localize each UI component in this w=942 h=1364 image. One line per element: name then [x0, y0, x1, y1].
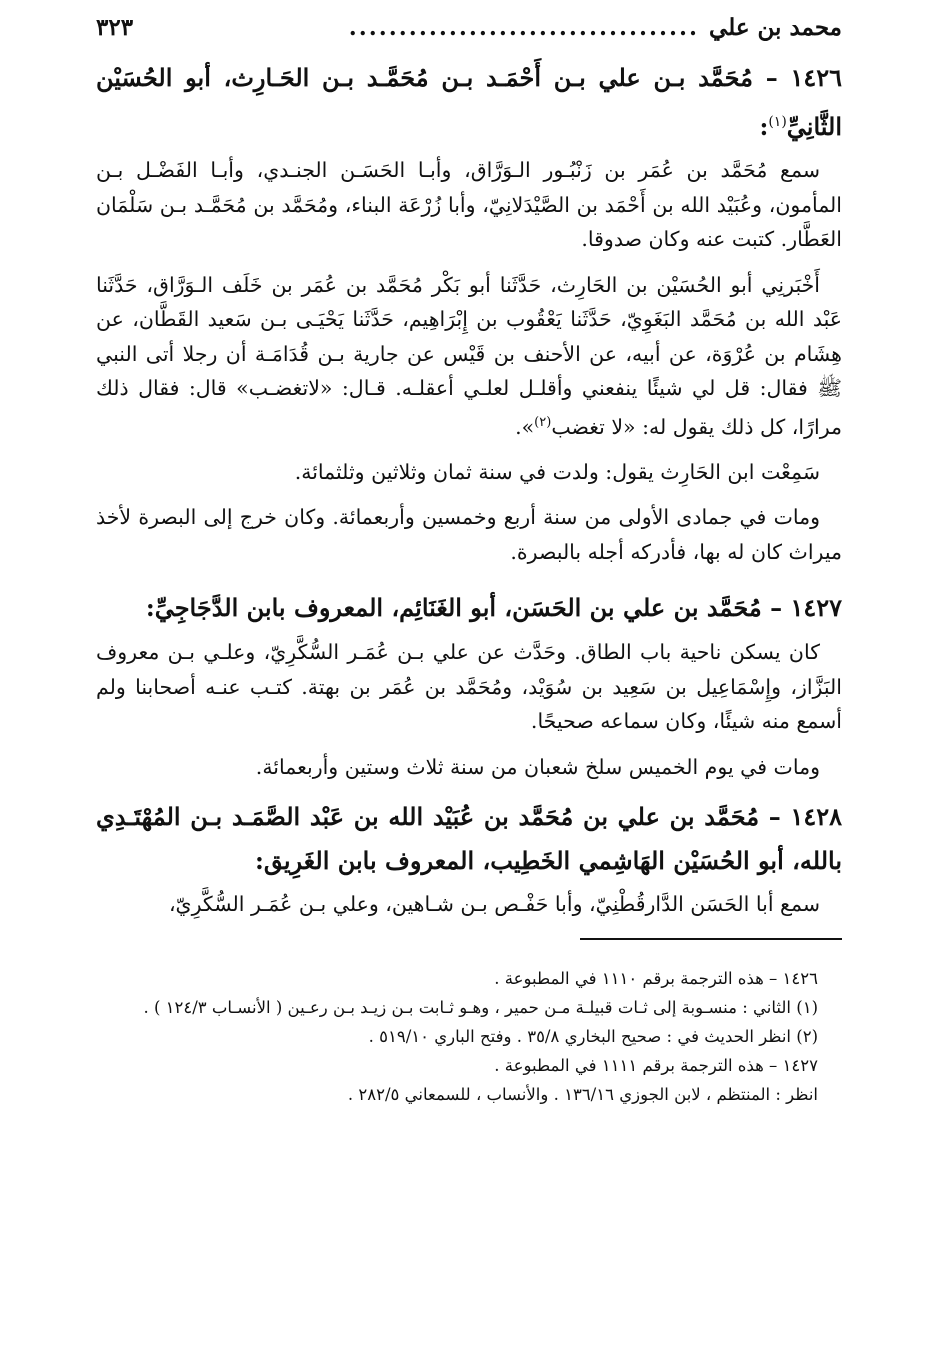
entry-1426-hadith-text: أَخْبَرنِي أبو الحُسَيْن بن الحَارِث، حَدَّثَنا أبو بَكْر مُحَمَّد بن عُمَر بن خَلَف الـوَرَّاق، حَدَّثَنا عَبْد الله بن مُحَمَّد البَغَوِيّ، حَدَّثَنا يَعْقُوب بن إِبْرَاهِيم، حَدَّثَنا يَحْيَـى بـن سَعيد القَطَّان، عن هِشَام بن عُرْوَة، عن أبيه، عن الأحنف بن قَيْس عن جارية بـن قُدَامَـة أن رجلا أتى النبي ﷺ فقال: قل لي شيئًا ينفعني وأقلـل لعلـي أعقلـه. قـال: «لاتغضـب» قال: فقال ذلك مرارًا، كل ذلك يقول له: «لا تغضب — [96, 272, 842, 439]
footnote-ref-2: (٢) — [534, 414, 552, 430]
footnote-entry-1427-sources: انظر : المنتظم ، لابن الجوزي ١٣٦/١٦ . والأنساب ، للسمعاني ٢٨٢/٥ . — [347, 1084, 818, 1104]
entry-1426-paragraph-3: سَمِعْت ابن الحَارِث يقول: ولدت في سنة ثمان وثلاثين وثلثمائة. — [294, 459, 820, 484]
header-dot-leader: ................................... — [348, 14, 700, 41]
footnote-entry-1427: ١٤٢٧ – هذه الترجمة برقم ١١١١ في المطبوعة . — [494, 1055, 818, 1075]
page-number: ٣٢٣ — [96, 14, 134, 41]
entry-1427-title: ١٤٢٧ – مُحَمَّد بن علي بن الحَسَن، أبو الغَنَائِم، المعروف بابن الدَّجَاجِيِّ: — [145, 593, 842, 623]
entry-1426-paragraph-2 — [96, 268, 842, 444]
entry-1426-hadith-end: ». — [515, 414, 535, 439]
entry-1426-title — [96, 56, 842, 149]
footnote-2: (٢) انظر الحديث في : صحيح البخاري ٣٥/٨ . وفتح الباري ٥١٩/١٠ . — [368, 1026, 818, 1046]
entry-1427-paragraph-1: كان يسكن ناحية باب الطاق. وحَدَّث عن علي بـن عُمَـر السُّكَّرِيّ، وعلـي بـن معروف البَزَّاز، وإِسْمَاعِيل بن سَعِيد بن سُوَيْد، ومُحَمَّد بن عُمَر بن بهتة. كتـب عنـه أصحابنا ولم أسمع منه شيئًا، وكان سماعه صحيحًا. — [96, 640, 842, 734]
footnote-ref-1: (١) — [768, 114, 787, 130]
entry-1426-title-colon: : — [759, 112, 769, 141]
footnotes — [96, 964, 842, 1109]
entry-1426-paragraph-4: ومات في جمادى الأولى من سنة أربع وخمسين وأربعمائة. وكان خرج إلى البصرة لأخذ ميراث كان له بها، فأدركه أجله بالبصرة. — [96, 505, 842, 564]
header-title: محمد بن علي — [709, 14, 842, 41]
entry-1427-paragraph-2: ومات في يوم الخميس سلخ شعبان من سنة ثلاث وستين وأربعمائة. — [255, 754, 820, 779]
entry-1426-paragraph-1: سمع مُحَمَّد بن عُمَر بن زَنْبُـور الـوَرَّاق، وأبـا الحَسَـن الجنـدي، وأبـا الفَضْـل بـن المأمون، وعُبَيْد الله بن أَحْمَد بن الصَّيْدَلانِيّ، وأبا زُرْعَة البناء، ومُحَمَّد بن مُحَمَّـد بـن سَلْمَان العَطَّار. كتبت عنه وكان صدوقا. — [96, 158, 842, 251]
footnote-1: (١) الثاني : منسـوبة إلى ثـات قبيلـة مـن حمير ، وهـو ثـابت بـن زيـد بـن رعـين ( الأنسـاب ١٢٤/٣ ) . — [143, 997, 818, 1017]
running-header — [96, 14, 842, 54]
footnote-entry-1426: ١٤٢٦ – هذه الترجمة برقم ١١١٠ في المطبوعة . — [494, 968, 818, 988]
entry-1428-paragraph-1: سمع أبا الحَسَن الدَّارقُطْنِيّ، وأبا حَفْـص بـن شـاهين، وعلي بـن عُمَـر السُّكَّرِيّ، — [168, 892, 820, 917]
footnote-separator — [580, 938, 842, 940]
entry-1426-title-text: ١٤٢٦ – مُحَمَّد بـن علي بـن أَحْمَـد بـن مُحَمَّـد بـن الحَـارِث، أبو الحُسَيْن الثَّانِيِّ — [96, 63, 842, 141]
entry-1428-title: ١٤٢٨ – مُحَمَّد بن علي بن مُحَمَّد بن عُبَيْد الله بن عَبْد الصَّمَـد بـن المُهْتَـدِي بالله، أبو الحُسَيْن الهَاشِمي الخَطِيب، المعروف بابن الغَرِيق: — [96, 802, 842, 876]
